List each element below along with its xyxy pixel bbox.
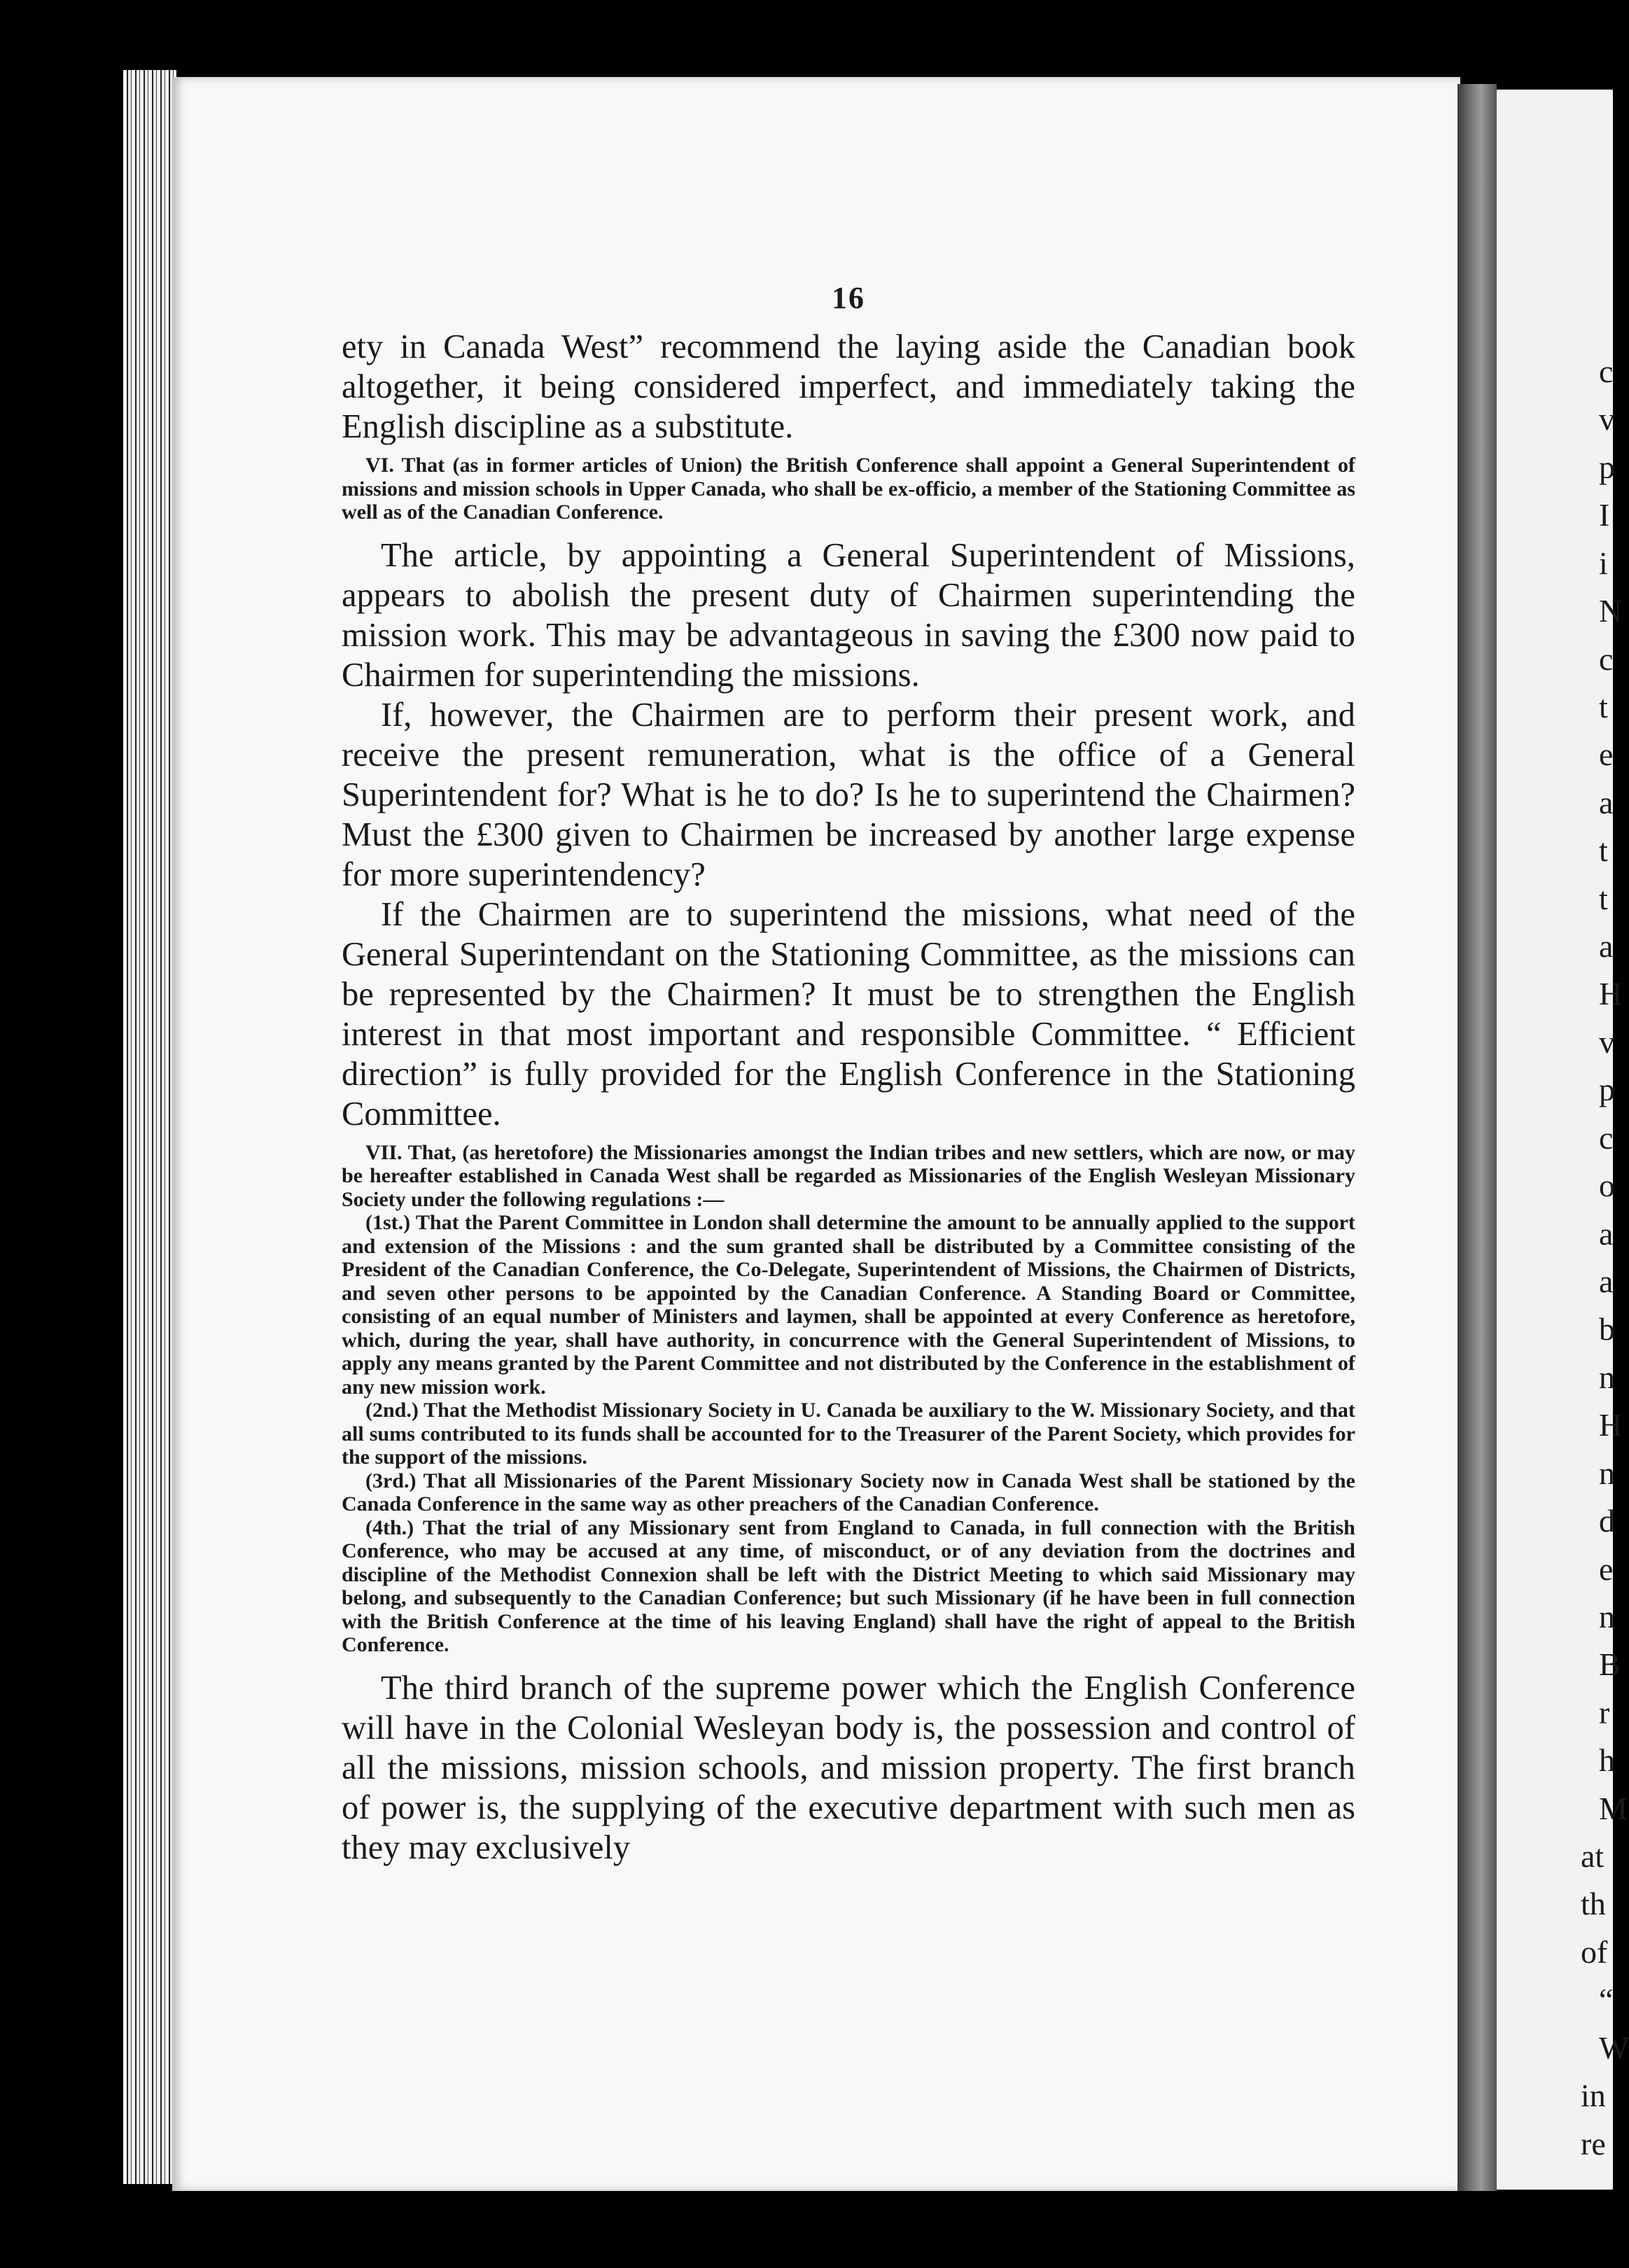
facing-page-letter: p: [1599, 1072, 1615, 1107]
facing-page-letter: I: [1599, 497, 1610, 533]
facing-page-letter: W: [1599, 2030, 1629, 2066]
article-vi: VI. That (as in former articles of Union) the British Conference shall appoint a General Superintendent of missions and mission schools in Upper Canada, who shall be ex-officio, a member of the Stationing Committee as well as of the Canadian Conference.: [342, 454, 1355, 524]
paragraph-commentary-3: If the Chairmen are to superintend the missions, what need of the General Superintendant on the Stationing Committee, as the missions can be represented by the Chairmen? It must be to strengthen the English interest in that most important and responsible Committee. “ Efficient direction” is fully provided for the English Conference in the Stationing Committee.: [342, 895, 1355, 1133]
facing-page-letter: n: [1599, 1359, 1615, 1395]
page-content: [342, 280, 1355, 1868]
paragraph-commentary-2: If, however, the Chairmen are to perform their present work, and receive the present remuneration, what is the office of a General Superintendent for? What is he to do? Is he to superintend the Chairmen? Must the £300 given to Chairmen be increased by another large expense for more superintendency?: [342, 696, 1355, 893]
facing-page-letter: r: [1599, 1695, 1610, 1730]
page-number: 16: [832, 281, 865, 315]
paragraph-third-branch: The third branch of the supreme power which the English Conference will have in the Colonial Wesleyan body is, the possession and control of all the missions, mission schools, and mission property. The first branch of power is, the supplying of the executive department with such men as they may exclusively: [342, 1669, 1355, 1866]
facing-page-letter: n: [1599, 1455, 1615, 1491]
facing-page-letter: i: [1599, 545, 1608, 581]
facing-page-letter: a: [1599, 1264, 1614, 1299]
page-stack-edge: [123, 70, 176, 2184]
facing-page-letter: t: [1599, 689, 1608, 724]
facing-page-letter: a: [1599, 785, 1614, 820]
facing-page-letter: e: [1599, 736, 1614, 772]
facing-page-letter: c: [1599, 354, 1614, 389]
facing-page-letter: in: [1581, 2078, 1606, 2113]
facing-page-letter: d: [1599, 1503, 1615, 1539]
facing-page-letter: h: [1599, 1742, 1615, 1778]
facing-page-letter: p: [1599, 449, 1615, 485]
facing-page-letter: at: [1581, 1838, 1604, 1874]
facing-page-letter: H: [1599, 1407, 1623, 1443]
article-vii: VII. That, (as heretofore) the Missionaries amongst the Indian tribes and new settlers, which are now, or may be hereafter established in Canada West shall be regarded as Missionaries of the English Wesleyan Missionary Society under the following regulations :—: [342, 1140, 1355, 1211]
regulation-3: (3rd.) That all Missionaries of the Parent Missionary Society now in Canada West shall be stationed by the Canada Conference in the same way as other preachers of the Canadian Conference.: [342, 1469, 1355, 1516]
facing-page-letter: B: [1599, 1646, 1621, 1682]
facing-page-letter: t: [1599, 881, 1608, 916]
facing-page-letter: of: [1581, 1934, 1608, 1970]
facing-page-letter: v: [1599, 1024, 1615, 1060]
facing-page-letter: b: [1599, 1311, 1615, 1347]
facing-page-letter: o: [1599, 1168, 1615, 1203]
facing-page-edge: [1497, 90, 1629, 2190]
facing-page-letter: re: [1581, 2126, 1606, 2162]
facing-page-letter: t: [1599, 832, 1608, 868]
facing-page-letter: N: [1599, 593, 1623, 629]
regulation-2: (2nd.) That the Methodist Missionary Society in U. Canada be auxiliary to the W. Missionary Society, and that all sums contributed to its funds shall be accounted for to the Treasurer of the Parent Society, which provides for the support of the missions.: [342, 1399, 1355, 1469]
facing-page-letter: a: [1599, 928, 1614, 964]
facing-page-letter: e: [1599, 1551, 1614, 1587]
paragraph-commentary-1: The article, by appointing a General Superintendent of Missions, appears to abolish the present duty of Chairmen superintending the mission work. This may be advantageous in saving the £300 now paid to Chairmen for superintending the missions.: [342, 536, 1355, 694]
paragraph-continuation: ety in Canada West” recommend the laying aside the Canadian book altogether, it being considered imperfect, and immediately taking the English discipline as a substitute.: [342, 328, 1355, 445]
facing-page-letter: th: [1581, 1886, 1606, 1921]
book-gutter: [1457, 84, 1497, 2191]
facing-page-letter: c: [1599, 1120, 1614, 1156]
facing-page-letter: c: [1599, 641, 1614, 677]
facing-page-letter: M: [1599, 1791, 1628, 1826]
facing-page-letter: a: [1599, 1216, 1614, 1252]
facing-page-letter: “: [1599, 1982, 1614, 2017]
regulation-1: (1st.) That the Parent Committee in London shall determine the amount to be annually applied to the support and extension of the Missions : and the sum granted shall be distributed by a Committee consisting of the President of the Canadian Conference, the Co-Delegate, Superintendent of Missions, the Chairmen of Districts, and seven other persons to be appointed by the Canadian Conference. A Standing Board or Committee, consisting of an equal number of Ministers and laymen, shall be appointed at every Conference as heretofore, which, during the year, shall have authority, in concurrence with the General Superintendent of Missions, to apply any means granted by the Parent Committee and not distributed by the Conference in the establishment of any new mission work.: [342, 1211, 1355, 1399]
facing-page-letter: H: [1599, 976, 1623, 1011]
facing-page-letter: n: [1599, 1599, 1615, 1634]
regulation-4: (4th.) That the trial of any Missionary sent from England to Canada, in full connection with the British Conference, who may be accused at any time, of misconduct, or of any deviation from the doctrines and discipline of the Methodist Connexion shall be left with the District Meeting to which said Missionary may belong, and subsequently to the Canadian Conference; but such Missionary (if he have been in full connection with the British Conference at the time of his leaving England) shall have the right of appeal to the British Conference.: [342, 1516, 1355, 1656]
facing-page-letter: v: [1599, 401, 1615, 437]
